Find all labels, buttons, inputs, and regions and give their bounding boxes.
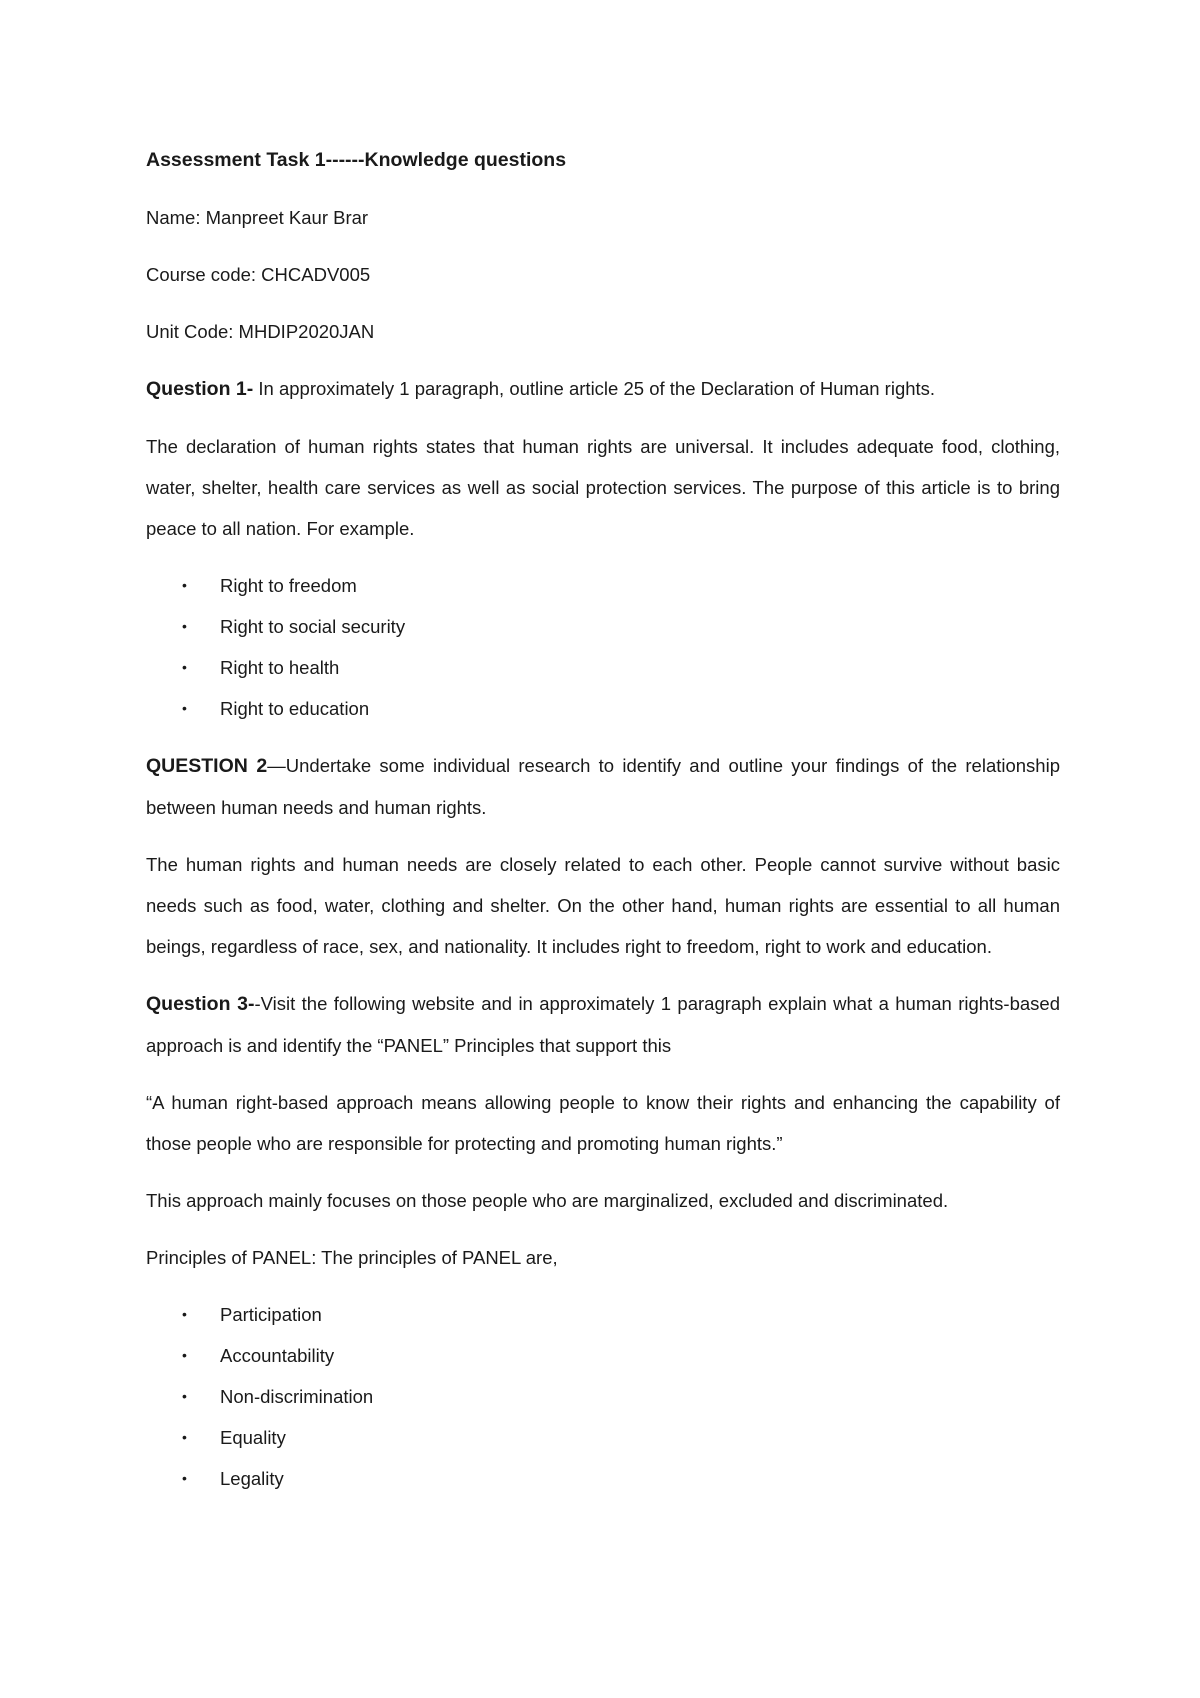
list-item: • Equality [146,1417,1060,1458]
list-item: • Right to social security [146,606,1060,647]
question-3-quote: “A human right-based approach means allowing people to know their rights and enhancing the capability of those people who are responsible for protecting and promoting human rights.” [146,1092,1060,1154]
bullet-icon: • [182,577,187,593]
question-2 [146,745,1060,828]
list-item: • Right to education [146,688,1060,729]
list-item: • Accountability [146,1335,1060,1376]
list-item: • Legality [146,1458,1060,1499]
question-2-prompt: —Undertake some individual research to identify and outline your findings of the relationship between human needs and human rights. [146,755,1060,818]
list-item: • Non-discrimination [146,1376,1060,1417]
question-2-answer: The human rights and human needs are closely related to each other. People cannot survive without basic needs such as food, water, clothing and shelter. On the other hand, human rights are essential to all human beings, regardless of race, sex, and nationality. It includes right to freedom, right to work and education. [146,854,1060,957]
panel-principles-intro: Principles of PANEL: The principles of PANEL are, [146,1247,558,1268]
document-body [146,140,1060,1515]
bullet-icon: • [182,1347,187,1363]
bullet-icon: • [182,1429,187,1445]
bullet-icon: • [182,1470,187,1486]
question-3-prompt: -Visit the following website and in approximately 1 paragraph explain what a human rights-based approach is and identify the “PANEL” Principles that support this [146,993,1060,1056]
question-2-label: QUESTION 2 [146,755,268,777]
unit-code: Unit Code: MHDIP2020JAN [146,321,375,342]
question-3-label: Question 3- [146,993,255,1015]
bullet-icon: • [182,659,187,675]
course-code: Course code: CHCADV005 [146,264,371,285]
question-1-label: Question 1- [146,378,254,400]
question-1-answer: The declaration of human rights states that human rights are universal. It includes adequate food, clothing, water, shelter, health care services as well as social protection services. The purpose of this article is to bring peace to all nation. For example. [146,436,1060,539]
question-1-prompt: In approximately 1 paragraph, outline article 25 of the Declaration of Human rights. [253,378,936,399]
bullet-icon: • [182,1306,187,1322]
question-1-list [146,565,1060,729]
bullet-icon: • [182,1388,187,1404]
document-title: Assessment Task 1------Knowledge questions [146,149,567,171]
list-item: • Right to freedom [146,565,1060,606]
list-item: • Participation [146,1294,1060,1335]
bullet-icon: • [182,700,187,716]
bullet-icon: • [182,618,187,634]
panel-principles-list [146,1294,1060,1499]
question-3 [146,983,1060,1066]
question-1 [146,368,1060,410]
question-3-focus: This approach mainly focuses on those people who are marginalized, excluded and discriminated. [146,1190,949,1211]
list-item: • Right to health [146,647,1060,688]
student-name: Name: Manpreet Kaur Brar [146,207,369,228]
